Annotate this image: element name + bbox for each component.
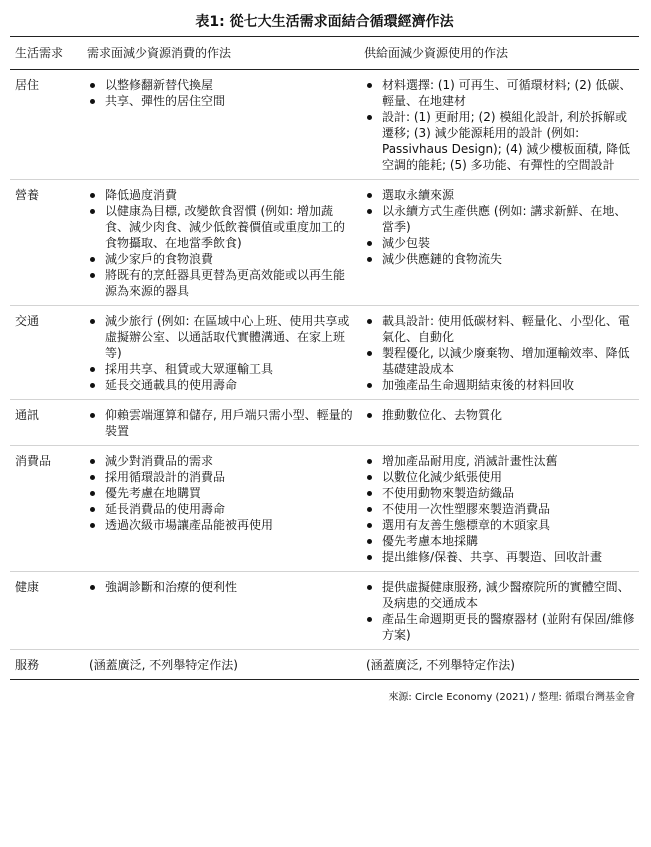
demand-cell	[82, 306, 359, 400]
bullet-item: 以數位化減少紙張使用	[364, 469, 635, 485]
bullet-item: 採用循環設計的消費品	[87, 469, 355, 485]
supply-cell	[359, 400, 639, 446]
bullet-item: 增加產品耐用度, 消滅計畫性汰舊	[364, 453, 635, 469]
need-label: 消費品	[10, 446, 82, 572]
bullet-item: 降低過度消費	[87, 187, 355, 203]
bullet-item: 仰賴雲端運算和儲存, 用戶端只需小型、輕量的裝置	[87, 407, 355, 439]
supply-cell	[359, 446, 639, 572]
supply-note	[359, 650, 639, 680]
supply-cell	[359, 70, 639, 180]
table-row-transport	[10, 306, 639, 400]
demand-cell	[82, 70, 359, 180]
bullet-item: 推動數位化、去物質化	[364, 407, 635, 423]
bullet-item: 選取永續來源	[364, 187, 635, 203]
need-label: 服務	[10, 650, 82, 680]
bullet-item: 將既有的烹飪器具更替為更高效能或以再生能源為來源的器具	[87, 267, 355, 299]
demand-cell	[82, 572, 359, 650]
demand-cell	[82, 400, 359, 446]
bullet-item: 不使用一次性塑膠來製造消費品	[364, 501, 635, 517]
bullet-item: 材料選擇: (1) 可再生、可循環材料; (2) 低碳、輕量、在地建材	[364, 77, 635, 109]
table-header-row	[10, 37, 639, 70]
bullet-item: 加強產品生命週期結束後的材料回收	[364, 377, 635, 393]
table-row-housing	[10, 70, 639, 180]
table-row-nutrition	[10, 180, 639, 306]
header-demand: 需求面減少資源消費的作法	[82, 37, 359, 70]
bullet-item: 提供虛擬健康服務, 減少醫療院所的實體空間、及病患的交通成本	[364, 579, 635, 611]
bullet-item: 製程優化, 以減少廢棄物、增加運輸效率、降低基礎建設成本	[364, 345, 635, 377]
need-label: 居住	[10, 70, 82, 180]
bullet-item: 減少包裝	[364, 235, 635, 251]
bullet-item: 共享、彈性的居住空間	[87, 93, 355, 109]
table-title: 表1: 從七大生活需求面結合循環經濟作法	[195, 14, 454, 30]
supply-cell	[359, 180, 639, 306]
bullet-item: 減少家戶的食物浪費	[87, 251, 355, 267]
need-label: 交通	[10, 306, 82, 400]
document-page	[0, 8, 651, 847]
need-label: 營養	[10, 180, 82, 306]
header-need: 生活需求	[10, 37, 82, 70]
bullet-item: 以整修翻新替代換屋	[87, 77, 355, 93]
table-row-services	[10, 650, 639, 680]
bullet-item: 產品生命週期更長的醫療器材 (並附有保固/維修方案)	[364, 611, 635, 643]
bullet-item: 強調診斷和治療的便利性	[87, 579, 355, 595]
bullet-item: 減少供應鏈的食物流失	[364, 251, 635, 267]
bullet-item: 以永續方式生產供應 (例如: 講求新鮮、在地、當季)	[364, 203, 635, 235]
bullet-item: 提出維修/保養、共享、再製造、回收計畫	[364, 549, 635, 565]
demand-note	[82, 650, 359, 680]
bullet-item: 延長交通載具的使用壽命	[87, 377, 355, 393]
bullet-item: 減少旅行 (例如: 在區域中心上班、使用共享或虛擬辦公室、以通話取代實體溝通、在家上班等)	[87, 313, 355, 361]
table-row-communication	[10, 400, 639, 446]
demand-cell	[82, 446, 359, 572]
header-supply: 供給面減少資源使用的作法	[359, 37, 639, 70]
bullet-item: 減少對消費品的需求	[87, 453, 355, 469]
supply-cell	[359, 572, 639, 650]
demand-cell	[82, 180, 359, 306]
bullet-item: 透過次級市場讓產品能被再使用	[87, 517, 355, 533]
source-note: 來源: Circle Economy (2021) / 整理: 循環台灣基金會	[388, 692, 635, 703]
table-row-consumer-goods	[10, 446, 639, 572]
need-label: 通訊	[10, 400, 82, 446]
bullet-item: 載具設計: 使用低碳材料、輕量化、小型化、電氣化、自動化	[364, 313, 635, 345]
need-label: 健康	[10, 572, 82, 650]
note-text: (涵蓋廣泛, 不列舉特定作法)	[366, 658, 515, 672]
bullet-item: 延長消費品的使用壽命	[87, 501, 355, 517]
needs-table	[10, 36, 639, 680]
bullet-item: 採用共享、租賃或大眾運輸工具	[87, 361, 355, 377]
bullet-item: 設計: (1) 更耐用; (2) 模組化設計, 利於拆解或遷移; (3) 減少能源耗用的設計 (例如: Passivhaus Design); (4) 減少樓板面積, 降低空調的能耗; (5) 多功能、有彈性的空間設計	[364, 109, 635, 173]
bullet-item: 不使用動物來製造紡織品	[364, 485, 635, 501]
supply-cell	[359, 306, 639, 400]
bullet-item: 以健康為目標, 改變飲食習慣 (例如: 增加蔬食、減少肉食、減少低飲養價值或重度加工的食物攝取、在地當季飲食)	[87, 203, 355, 251]
note-text: (涵蓋廣泛, 不列舉特定作法)	[89, 658, 238, 672]
table-row-health	[10, 572, 639, 650]
bullet-item: 選用有友善生態標章的木頭家具	[364, 517, 635, 533]
bullet-item: 優先考慮在地購買	[87, 485, 355, 501]
bullet-item: 優先考慮本地採購	[364, 533, 635, 549]
